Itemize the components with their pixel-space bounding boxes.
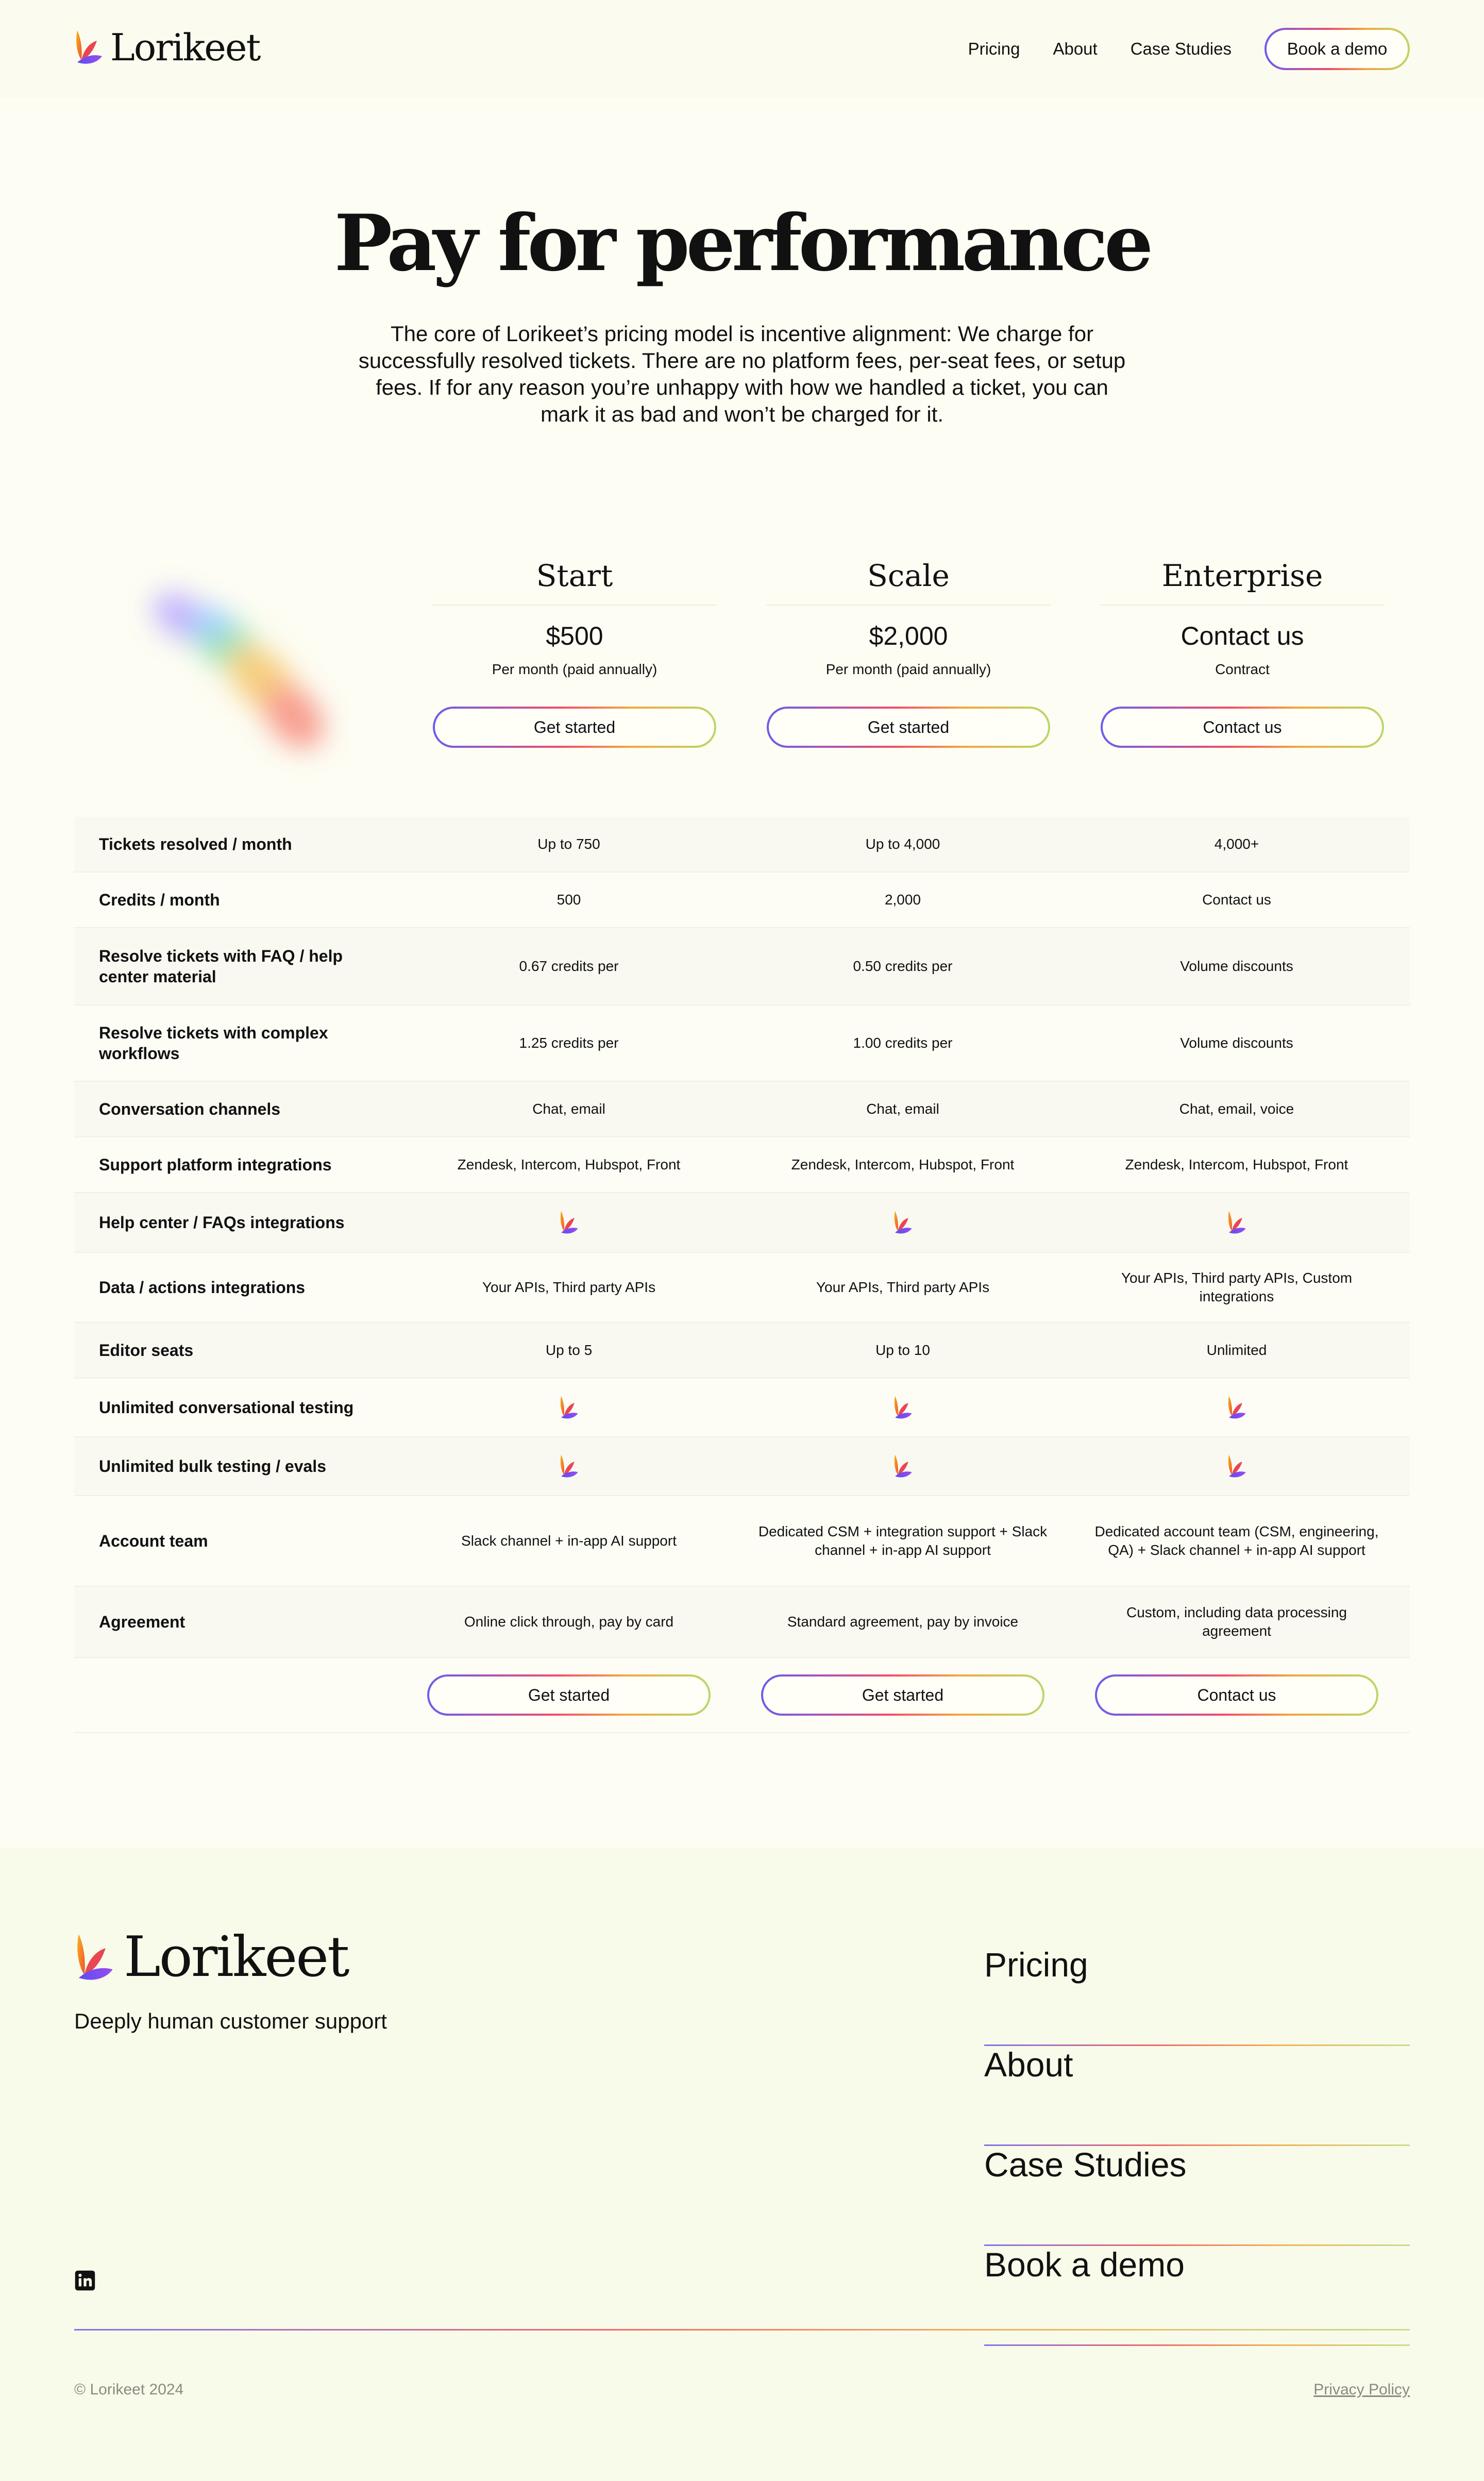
table-row bbox=[74, 1253, 1410, 1323]
scale-value bbox=[736, 1210, 1070, 1235]
scale-bottom-get-started-button[interactable]: Get started bbox=[761, 1674, 1044, 1716]
header-logo[interactable] bbox=[74, 26, 260, 69]
table-row bbox=[74, 1082, 1410, 1137]
enterprise-value: 4,000+ bbox=[1214, 836, 1259, 852]
site-footer bbox=[0, 1848, 1484, 2481]
start-value: Your APIs, Third party APIs bbox=[482, 1279, 656, 1295]
footer-divider bbox=[74, 2329, 1410, 2331]
table-row bbox=[74, 1323, 1410, 1379]
start-value: 0.67 credits per bbox=[519, 958, 619, 974]
plan-price: $500 bbox=[546, 622, 603, 650]
plan-price: Contact us bbox=[1181, 622, 1304, 650]
page-title: Pay for performance bbox=[334, 198, 1150, 289]
plan-period: Per month (paid annually) bbox=[492, 661, 657, 677]
lorikeet-check-icon bbox=[893, 1210, 913, 1235]
lorikeet-check-icon bbox=[1227, 1210, 1246, 1235]
rainbow-blur-decoration bbox=[108, 562, 376, 778]
row-label: Credits / month bbox=[99, 891, 220, 909]
footer-nav bbox=[984, 1946, 1410, 2346]
row-label: Unlimited bulk testing / evals bbox=[99, 1457, 326, 1476]
table-row bbox=[74, 1379, 1410, 1437]
scale-value: 1.00 credits per bbox=[853, 1035, 953, 1051]
lorikeet-check-icon bbox=[559, 1210, 579, 1235]
row-label: Editor seats bbox=[99, 1341, 194, 1360]
scale-value bbox=[736, 1454, 1070, 1479]
nav-case-studies[interactable]: Case Studies bbox=[1130, 39, 1232, 58]
footer-nav-case-studies[interactable]: Case Studies bbox=[984, 2146, 1410, 2246]
table-row bbox=[74, 1193, 1410, 1253]
start-value bbox=[402, 1395, 736, 1420]
start-value bbox=[402, 1454, 736, 1479]
table-row bbox=[74, 1137, 1410, 1193]
start-value: Up to 750 bbox=[537, 836, 600, 852]
table-row bbox=[74, 1587, 1410, 1658]
site-header bbox=[0, 0, 1484, 98]
nav-pricing[interactable]: Pricing bbox=[968, 39, 1020, 58]
lorikeet-check-icon bbox=[893, 1454, 913, 1479]
start-value: Slack channel + in-app AI support bbox=[461, 1533, 677, 1549]
enterprise-value bbox=[1070, 1454, 1404, 1479]
plan-price: $2,000 bbox=[869, 622, 948, 650]
nav-about[interactable]: About bbox=[1053, 39, 1098, 58]
table-row bbox=[74, 928, 1410, 1005]
scale-value: Dedicated CSM + integration support + Slack channel + in-app AI support bbox=[758, 1523, 1048, 1558]
plan-period: Per month (paid annually) bbox=[825, 661, 991, 677]
start-value: Zendesk, Intercom, Hubspot, Front bbox=[457, 1156, 681, 1172]
linkedin-icon[interactable] bbox=[74, 2270, 96, 2291]
row-label: Data / actions integrations bbox=[99, 1278, 306, 1297]
scale-value: Up to 4,000 bbox=[865, 836, 940, 852]
pricing-comparison-table bbox=[74, 817, 1410, 1733]
row-label: Unlimited conversational testing bbox=[99, 1398, 354, 1417]
lorikeet-check-icon bbox=[559, 1454, 579, 1479]
plan-start bbox=[433, 554, 716, 748]
start-bottom-get-started-button[interactable]: Get started bbox=[427, 1674, 711, 1716]
scale-value: Zendesk, Intercom, Hubspot, Front bbox=[791, 1156, 1015, 1172]
start-value: Up to 5 bbox=[545, 1342, 593, 1358]
footer-nav-pricing[interactable]: Pricing bbox=[984, 1946, 1410, 2046]
enterprise-value bbox=[1070, 1395, 1404, 1420]
enterprise-value: Custom, including data processing agreement bbox=[1126, 1604, 1347, 1639]
lorikeet-check-icon bbox=[1227, 1395, 1246, 1420]
row-label: Help center / FAQs integrations bbox=[99, 1213, 345, 1232]
scale-value: Chat, email bbox=[866, 1101, 939, 1117]
footer-nav-about[interactable]: About bbox=[984, 2046, 1410, 2146]
row-label: Account team bbox=[99, 1532, 208, 1550]
scale-get-started-button[interactable]: Get started bbox=[767, 707, 1050, 748]
start-get-started-button[interactable]: Get started bbox=[433, 707, 716, 748]
row-label: Support platform integrations bbox=[99, 1155, 332, 1174]
enterprise-contact-button[interactable]: Contact us bbox=[1101, 707, 1384, 748]
start-value: Online click through, pay by card bbox=[464, 1614, 674, 1630]
footer-nav-book-demo[interactable]: Book a demo bbox=[984, 2246, 1410, 2346]
enterprise-bottom-contact-button[interactable]: Contact us bbox=[1095, 1674, 1378, 1716]
enterprise-value: Dedicated account team (CSM, engineering, QA) + Slack channel + in-app AI support bbox=[1094, 1523, 1379, 1558]
start-value: 500 bbox=[556, 892, 581, 908]
privacy-policy-link[interactable]: Privacy Policy bbox=[1313, 2381, 1410, 2398]
plan-name: Enterprise bbox=[1101, 554, 1384, 606]
book-demo-button[interactable]: Book a demo bbox=[1264, 28, 1410, 70]
enterprise-value: Contact us bbox=[1202, 892, 1271, 908]
lorikeet-check-icon bbox=[893, 1395, 913, 1420]
scale-value: 0.50 credits per bbox=[853, 958, 953, 974]
start-value bbox=[402, 1210, 736, 1235]
plan-name: Scale bbox=[767, 554, 1050, 606]
plan-enterprise bbox=[1101, 554, 1384, 748]
lorikeet-check-icon bbox=[559, 1395, 579, 1420]
scale-value: Standard agreement, pay by invoice bbox=[787, 1614, 1019, 1630]
row-label: Agreement bbox=[99, 1613, 185, 1631]
copyright: © Lorikeet 2024 bbox=[74, 2381, 184, 2398]
footer-tagline: Deeply human customer support bbox=[74, 2009, 387, 2033]
plan-scale bbox=[767, 554, 1050, 748]
plan-name: Start bbox=[433, 554, 716, 606]
row-label: Resolve tickets with FAQ / help center material bbox=[99, 947, 343, 986]
enterprise-value: Volume discounts bbox=[1180, 958, 1293, 974]
enterprise-value bbox=[1070, 1210, 1404, 1235]
enterprise-value: Volume discounts bbox=[1180, 1035, 1293, 1051]
lorikeet-check-icon bbox=[1227, 1454, 1246, 1479]
enterprise-value: Chat, email, voice bbox=[1179, 1101, 1294, 1117]
lorikeet-logo-icon bbox=[74, 1933, 114, 1982]
start-value: Chat, email bbox=[532, 1101, 605, 1117]
enterprise-value: Zendesk, Intercom, Hubspot, Front bbox=[1125, 1156, 1348, 1172]
table-cta-row bbox=[74, 1658, 1410, 1733]
header-nav bbox=[968, 28, 1410, 70]
table-row bbox=[74, 1496, 1410, 1587]
table-row bbox=[74, 1437, 1410, 1496]
enterprise-value: Unlimited bbox=[1206, 1342, 1267, 1358]
scale-value: Your APIs, Third party APIs bbox=[816, 1279, 990, 1295]
plan-period: Contract bbox=[1215, 661, 1270, 677]
start-value: 1.25 credits per bbox=[519, 1035, 619, 1051]
row-label: Tickets resolved / month bbox=[99, 835, 292, 853]
footer-brand-name: Lorikeet bbox=[124, 1925, 348, 1989]
enterprise-value: Your APIs, Third party APIs, Custom integrations bbox=[1121, 1270, 1353, 1304]
scale-value: 2,000 bbox=[884, 892, 921, 908]
table-row bbox=[74, 873, 1410, 928]
row-label: Conversation channels bbox=[99, 1100, 281, 1118]
page-subtitle: The core of Lorikeet’s pricing model is incentive alignment: We charge for successfully resolved tickets. There are no platform fees, per-seat fees, or setup fees. If for any reason you’re unhappy with how we handled a ticket, you can mark it as bad and won’t be charged for it. bbox=[358, 322, 1126, 426]
scale-value bbox=[736, 1395, 1070, 1420]
brand-name: Lorikeet bbox=[110, 26, 260, 69]
scale-value: Up to 10 bbox=[875, 1342, 930, 1358]
table-row bbox=[74, 817, 1410, 873]
row-label: Resolve tickets with complex workflows bbox=[99, 1024, 328, 1063]
lorikeet-logo-icon bbox=[74, 29, 103, 65]
table-row bbox=[74, 1005, 1410, 1082]
footer-logo[interactable] bbox=[74, 1925, 348, 1989]
